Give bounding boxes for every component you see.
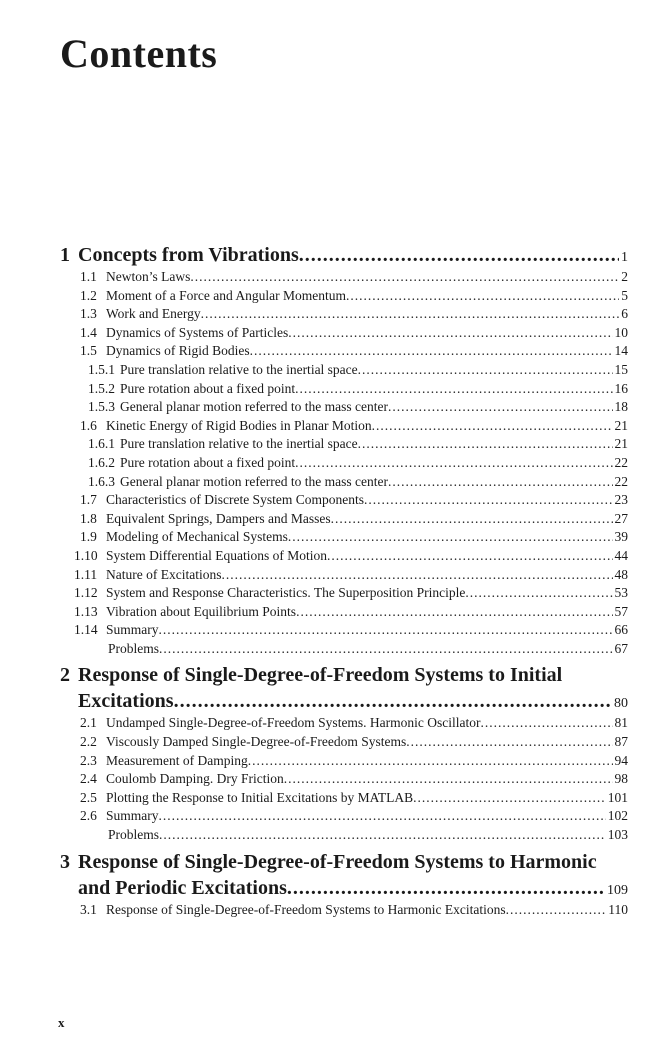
dot-leader [506,901,607,920]
page-number: 57 [614,603,628,619]
dot-leader [299,242,619,268]
dot-leader [221,566,612,585]
section-title: Summary [106,622,159,638]
section-number: 1.1 [80,269,97,284]
section-number: 2.6 [80,808,97,824]
section-number: 1.13 [74,603,98,619]
page-number: 16 [614,380,628,396]
toc-section[interactable] [0,733,660,752]
page-number: 39 [614,529,628,545]
dot-leader [174,688,612,714]
page-number: 5 [621,287,628,303]
section-number: 2.5 [80,789,97,805]
chapter-title-line [60,662,660,688]
chapter-number: 2 [60,664,70,687]
toc-chapter-1[interactable] [0,242,660,268]
page-folio: x [58,1015,65,1030]
section-number: 1.6 [80,417,97,433]
toc-section[interactable] [0,770,660,789]
section-title: Plotting the Response to Initial Excitations by MATLAB [106,789,414,805]
dot-leader [346,287,619,306]
section-title: Response of Single-Degree-of-Freedom Systems to Harmonic Excitations [106,901,506,917]
section-title: Moment of a Force and Angular Momentum [106,287,346,303]
chapter-number: 1 [60,244,70,266]
subsection-number: 1.6.2 [88,454,115,470]
section-title: Problems [108,827,160,843]
section-number: 2.1 [80,715,97,731]
page-number: 48 [614,566,628,582]
page-number: 14 [614,343,628,359]
toc-section[interactable] [0,901,660,920]
toc-subsection[interactable] [0,435,660,454]
page-number: 102 [607,808,628,824]
toc-subsection[interactable] [0,380,660,399]
dot-leader [288,324,612,343]
dot-leader [295,454,612,473]
toc-subsection[interactable] [0,361,660,380]
section-title: Viscously Damped Single-Degree-of-Freedom Systems [106,734,407,750]
page-number: 6 [621,306,628,322]
page-number: 87 [614,734,628,750]
toc-subsection[interactable] [0,398,660,417]
page-number: 110 [608,901,628,917]
dot-leader [284,770,613,789]
subsection-title: Pure translation relative to the inertial space [120,361,358,377]
dot-leader [372,417,613,436]
toc-section[interactable] [0,621,660,640]
section-number: 1.8 [80,510,97,526]
page-number: 44 [614,547,628,563]
dot-leader [288,528,613,547]
toc-section[interactable] [0,807,660,826]
subsection-number: 1.5.3 [88,399,115,415]
table-of-contents [0,238,660,919]
toc-subsection[interactable] [0,473,660,492]
toc-problems[interactable] [0,826,660,845]
section-number: 1.5 [80,343,97,359]
toc-subsection[interactable] [0,454,660,473]
toc-section[interactable] [0,268,660,287]
dot-leader [248,752,613,771]
page-number: 66 [614,622,628,638]
section-title: Vibration about Equilibrium Points [106,603,297,619]
toc-problems[interactable] [0,640,660,659]
page-number: 80 [614,696,628,712]
dot-leader [295,380,612,399]
toc-section[interactable] [0,510,660,529]
toc-section[interactable] [0,584,660,603]
dot-leader [159,807,606,826]
page-number: 18 [614,399,628,415]
chapter-title: Response of Single-Degree-of-Freedom Systems to Initial [78,664,563,687]
chapter-number: 3 [60,850,70,873]
toc-chapter-3[interactable] [0,849,660,901]
section-number: 1.14 [74,622,98,638]
dot-leader [331,510,613,529]
dot-leader [159,640,612,659]
section-title: Nature of Excitations [106,566,222,582]
dot-leader [296,603,612,622]
section-title: System and Response Characteristics. The Superposition Principle [106,585,466,601]
section-number: 2.3 [80,752,97,768]
section-title: Measurement of Damping [106,752,248,768]
section-title: Summary [106,808,159,824]
section-title: Equivalent Springs, Dampers and Masses [106,510,331,526]
chapter-title-continuation [60,688,660,714]
dot-leader [481,714,613,733]
section-title: Dynamics of Rigid Bodies [106,343,250,359]
toc-section[interactable] [0,752,660,771]
page-number: 22 [614,454,628,470]
toc-section[interactable] [0,287,660,306]
page-number: 15 [614,361,628,377]
subsection-number: 1.5.1 [88,361,115,377]
dot-leader [406,733,612,752]
section-title: Modeling of Mechanical Systems [106,529,288,545]
dot-leader [250,342,613,361]
page-number: 22 [614,473,628,489]
section-title: Work and Energy [106,306,201,322]
dot-leader [364,491,613,510]
toc-section[interactable] [0,324,660,343]
chapter-title: Response of Single-Degree-of-Freedom Systems to Harmonic [78,850,597,873]
page-number: 23 [614,492,628,508]
page-number: 10 [614,324,628,340]
page-number: 98 [614,771,628,787]
toc-section[interactable] [0,714,660,733]
toc-section[interactable] [0,342,660,361]
page-number: 103 [607,827,628,843]
section-title: Newton’s Laws [106,269,191,284]
page-number: 1 [621,250,628,265]
dot-leader [201,305,620,324]
dot-leader [358,361,613,380]
section-title: Coulomb Damping. Dry Friction [106,771,284,787]
page-number: 101 [607,789,628,805]
subsection-number: 1.6.1 [88,436,115,452]
dot-leader [190,268,619,287]
section-title: Dynamics of Systems of Particles [106,324,289,340]
toc-section[interactable] [0,305,660,324]
page-number: 53 [614,585,628,601]
section-title: System Differential Equations of Motion [106,547,327,563]
section-number: 1.11 [74,566,98,582]
toc-section[interactable] [0,528,660,547]
toc-section[interactable] [0,547,660,566]
toc-section[interactable] [0,417,660,436]
toc-chapter-2[interactable] [0,662,660,714]
section-title: Characteristics of Discrete System Components [106,492,364,508]
subsection-number: 1.6.3 [88,473,115,489]
section-number: 1.7 [80,492,97,508]
chapter-title-continuation [60,875,660,901]
section-number: 1.4 [80,324,97,340]
section-title: Undamped Single-Degree-of-Freedom Systems. Harmonic Oscillator [106,715,481,731]
dot-leader [159,621,613,640]
section-number: 2.2 [80,734,97,750]
dot-leader [358,435,613,454]
page-number: 94 [614,752,628,768]
subsection-number: 1.5.2 [88,380,115,396]
dot-leader [465,584,612,603]
page-number: 81 [614,715,628,731]
page-number: 27 [614,510,628,526]
dot-leader [413,789,606,808]
section-number: 1.3 [80,306,97,322]
section-number: 1.2 [80,287,97,303]
dot-leader [327,547,613,566]
dot-leader [388,473,612,492]
dot-leader [159,826,606,845]
toc-section[interactable] [0,603,660,622]
subsection-title: General planar motion referred to the mass center [120,399,389,415]
section-number: 1.12 [74,585,98,601]
section-number: 2.4 [80,771,97,787]
toc-section[interactable] [0,789,660,808]
subsection-title: Pure rotation about a fixed point [120,454,296,470]
page-number: 2 [621,269,628,284]
toc-section[interactable] [0,566,660,585]
dot-leader [287,875,605,901]
page-number: 67 [614,640,628,656]
subsection-title: Pure rotation about a fixed point [120,380,296,396]
page-number: 109 [607,882,628,898]
page-title: Contents [60,31,218,76]
section-title: Kinetic Energy of Rigid Bodies in Planar Motion [106,417,372,433]
dot-leader [388,398,612,417]
chapter-title: Concepts from Vibrations [78,244,299,266]
chapter-title-line [60,849,660,875]
section-number: 1.9 [80,529,97,545]
section-number: 1.10 [74,547,98,563]
chapter-title-cont: and Periodic Excitations [78,876,287,899]
page-number: 21 [614,436,628,452]
section-title: Problems [108,640,160,656]
section-number: 3.1 [80,901,97,917]
toc-section[interactable] [0,491,660,510]
subsection-title: General planar motion referred to the mass center [120,473,389,489]
subsection-title: Pure translation relative to the inertial space [120,436,358,452]
chapter-title-cont: Excitations [78,690,174,713]
page-number: 21 [614,417,628,433]
